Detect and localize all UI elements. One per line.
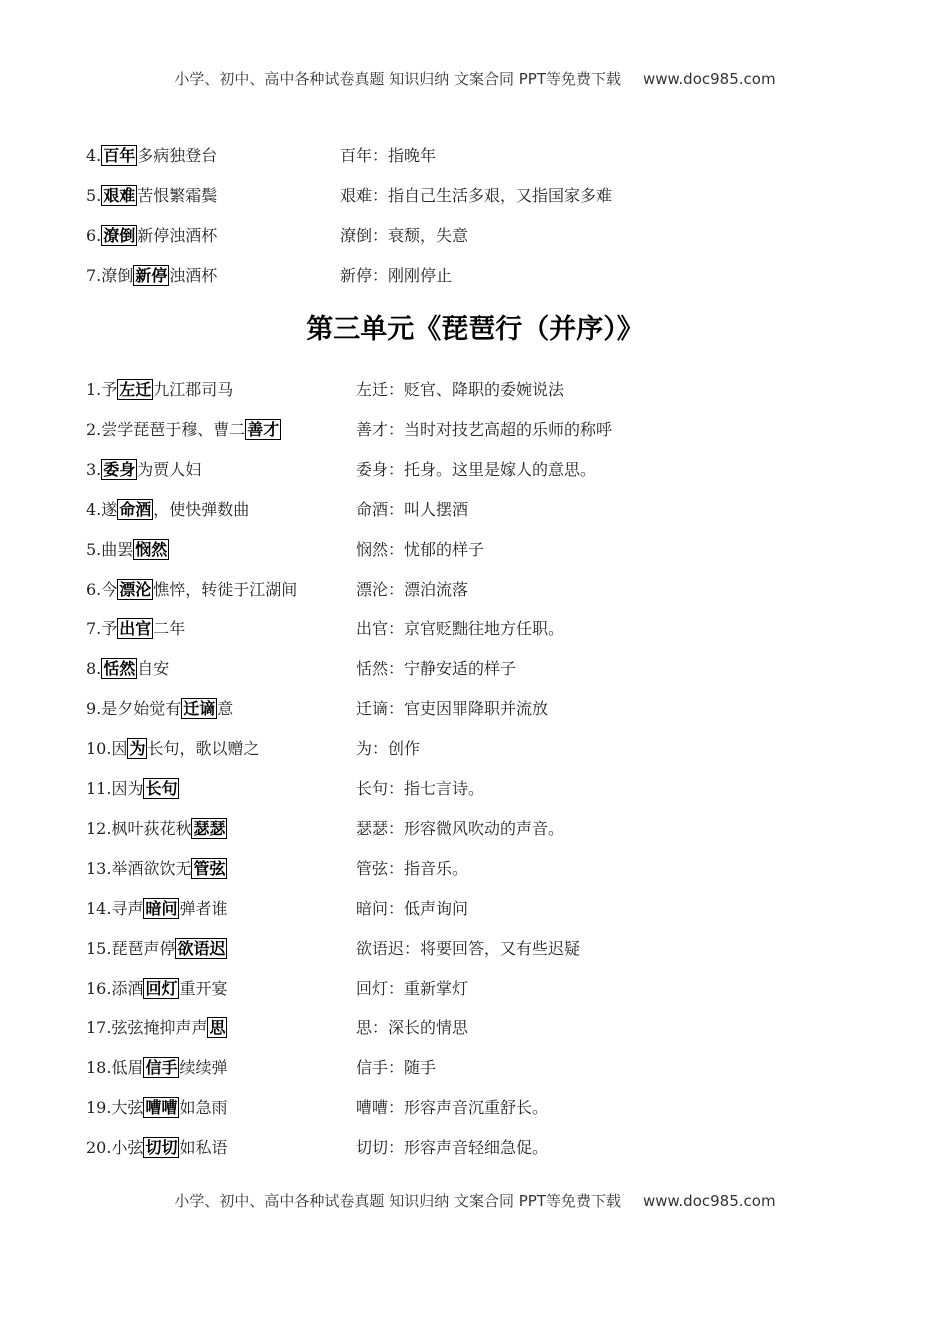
vocab-meaning: 出官：京官贬黜往地方任职。	[356, 619, 565, 639]
item-number: 2.	[86, 419, 102, 439]
vocab-term	[86, 777, 179, 801]
term-suffix: 续续弹	[179, 1058, 228, 1078]
item-number: 4.	[86, 146, 102, 165]
vocab-row	[86, 1016, 886, 1040]
keyword-box: 管弦	[193, 858, 226, 878]
vocab-term	[86, 697, 233, 721]
term-suffix: 如私语	[179, 1138, 228, 1158]
term-prefix: 是夕始觉有	[101, 699, 182, 719]
term-prefix: 因	[111, 739, 128, 759]
keyword-box: 思	[209, 1018, 226, 1038]
vocab-term	[86, 418, 281, 442]
vocab-term	[86, 737, 260, 761]
item-number: 11.	[86, 779, 112, 798]
page-header	[0, 68, 950, 89]
vocab-row	[86, 817, 886, 841]
keyword-box: 百年	[103, 146, 136, 165]
keyword-box: 艰难	[103, 186, 136, 205]
term-prefix: 添酒	[111, 978, 144, 998]
item-number: 14.	[86, 898, 112, 918]
vocab-meaning: 回灯：重新掌灯	[356, 978, 469, 998]
term-suffix: 如急雨	[179, 1098, 228, 1118]
vocab-term	[86, 498, 249, 522]
item-number: 6.	[86, 579, 102, 599]
item-number: 7.	[86, 619, 102, 639]
vocab-term	[86, 1136, 228, 1160]
keyword-box: 长句	[145, 779, 178, 798]
vocab-row	[86, 617, 886, 641]
term-prefix: 尝学琵琶于穆、曹二	[101, 419, 246, 439]
vocab-meaning: 迁谪：官吏因罪降职并流放	[356, 699, 549, 719]
vocab-meaning: 委身：托身。这里是嫁人的意思。	[356, 459, 597, 479]
keyword-box: 委身	[103, 459, 136, 479]
item-number: 19.	[86, 1098, 112, 1118]
vocab-row	[86, 458, 886, 482]
footer-url-link[interactable]: www.doc985.com	[642, 1192, 776, 1210]
keyword-box: 欲语迟	[177, 938, 226, 958]
vocab-term	[86, 538, 169, 562]
footer-text: 小学、初中、高中各种试卷真题 知识归纳 文案合同 PPT等免费下载	[174, 1192, 621, 1210]
vocab-term	[86, 657, 169, 681]
vocab-row	[86, 937, 886, 961]
unit-title: 第三单元《琵琶行（并序）》	[306, 314, 644, 345]
keyword-box: 左迁	[119, 380, 152, 399]
vocab-term	[86, 378, 233, 402]
keyword-box: 瑟瑟	[193, 818, 226, 838]
term-suffix: 多病独登台	[137, 146, 218, 165]
term-suffix: 苦恨繁霜鬓	[137, 186, 218, 205]
vocab-row	[86, 538, 886, 562]
header-text: 小学、初中、高中各种试卷真题 知识归纳 文案合同 PPT等免费下载	[174, 70, 621, 88]
vocab-meaning: 百年：指晚年	[340, 146, 437, 165]
item-number: 7.	[86, 266, 102, 285]
vocab-row	[86, 857, 886, 881]
vocab-row	[86, 498, 886, 522]
item-number: 5.	[86, 186, 102, 205]
vocab-term	[86, 937, 227, 961]
vocab-row	[86, 418, 886, 442]
term-prefix: 枫叶荻花秋	[111, 818, 192, 838]
vocab-row	[86, 777, 886, 801]
term-suffix: 浊酒杯	[169, 266, 218, 285]
keyword-box: 漂沦	[119, 579, 152, 599]
keyword-box: 暗问	[145, 898, 178, 918]
vocab-term	[86, 977, 228, 1001]
vocab-meaning: 信手：随手	[356, 1058, 437, 1078]
term-prefix: 小弦	[111, 1138, 144, 1158]
term-prefix: 因为	[111, 779, 144, 798]
vocab-row	[86, 578, 886, 602]
keyword-box: 回灯	[145, 978, 178, 998]
term-suffix: 新停浊酒杯	[137, 226, 218, 245]
keyword-box: 嘈嘈	[145, 1098, 178, 1118]
keyword-box: 恬然	[103, 659, 136, 679]
vocab-term	[86, 857, 227, 881]
vocab-meaning: 思：深长的情思	[356, 1018, 469, 1038]
term-suffix: 弹者谁	[179, 898, 228, 918]
vocab-meaning: 漂沦：漂泊流落	[356, 579, 469, 599]
term-prefix: 琵琶声停	[111, 938, 176, 958]
vocab-meaning: 新停：刚刚停止	[340, 266, 453, 285]
vocab-meaning: 嘈嘈：形容声音沉重舒长。	[356, 1098, 549, 1118]
keyword-box: 为	[129, 739, 146, 759]
keyword-box: 迁谪	[183, 699, 216, 719]
vocab-meaning: 潦倒：衰颓，失意	[340, 226, 469, 245]
term-suffix: 重开宴	[179, 978, 228, 998]
item-number: 12.	[86, 818, 112, 838]
item-number: 1.	[86, 380, 102, 399]
vocab-term	[86, 144, 217, 168]
term-suffix: ，使快弹数曲	[153, 499, 250, 519]
vocab-row	[86, 697, 886, 721]
keyword-box: 潦倒	[103, 226, 136, 245]
term-suffix: 意	[217, 699, 234, 719]
vocab-row	[86, 1096, 886, 1120]
item-number: 17.	[86, 1018, 112, 1038]
vocab-term	[86, 184, 217, 208]
vocab-meaning: 长句：指七言诗。	[356, 779, 485, 798]
page-footer	[0, 1190, 950, 1211]
keyword-box: 信手	[145, 1058, 178, 1078]
item-number: 13.	[86, 858, 112, 878]
keyword-box: 悯然	[135, 539, 168, 559]
vocab-meaning: 切切：形容声音轻细急促。	[356, 1138, 549, 1158]
vocab-term	[86, 617, 185, 641]
vocab-meaning: 管弦：指音乐。	[356, 858, 469, 878]
vocab-term	[86, 897, 228, 921]
keyword-box: 切切	[145, 1138, 178, 1158]
term-prefix: 予	[101, 380, 118, 399]
vocab-meaning: 善才：当时对技艺高超的乐师的称呼	[356, 419, 613, 439]
term-prefix: 曲罢	[101, 539, 134, 559]
vocab-meaning: 左迁：贬官、降职的委婉说法	[356, 380, 565, 399]
item-number: 16.	[86, 978, 112, 998]
term-suffix: 二年	[153, 619, 186, 639]
vocab-term	[86, 1056, 228, 1080]
vocab-row	[86, 897, 886, 921]
vocab-row	[86, 1136, 886, 1160]
vocab-row	[86, 144, 886, 168]
vocab-meaning: 暗问：低声询问	[356, 898, 469, 918]
vocab-term	[86, 817, 227, 841]
term-suffix: 九江郡司马	[153, 380, 234, 399]
vocab-row	[86, 184, 886, 208]
vocab-meaning: 瑟瑟：形容微风吹动的声音。	[356, 818, 565, 838]
term-prefix: 寻声	[111, 898, 144, 918]
keyword-box: 命酒	[119, 499, 152, 519]
term-prefix: 大弦	[111, 1098, 144, 1118]
vocab-meaning: 艰难：指自己生活多艰，又指国家多难	[340, 186, 613, 205]
term-prefix: 低眉	[111, 1058, 144, 1078]
vocab-row	[86, 737, 886, 761]
keyword-box: 出官	[119, 619, 152, 639]
term-suffix: 长句，歌以赠之	[147, 739, 260, 759]
keyword-box: 善才	[247, 419, 280, 439]
item-number: 4.	[86, 499, 102, 519]
vocab-meaning: 欲语迟：将要回答，又有些迟疑	[356, 938, 581, 958]
vocab-term	[86, 458, 201, 482]
term-prefix: 予	[101, 619, 118, 639]
item-number: 15.	[86, 938, 112, 958]
vocab-term	[86, 578, 297, 602]
item-number: 18.	[86, 1058, 112, 1078]
item-number: 10.	[86, 739, 112, 759]
vocab-meaning: 命酒：叫人摆酒	[356, 499, 469, 519]
vocab-row	[86, 657, 886, 681]
vocab-term	[86, 224, 217, 248]
vocab-meaning: 悯然：忧郁的样子	[356, 539, 485, 559]
vocab-meaning: 恬然：宁静安适的样子	[356, 659, 517, 679]
item-number: 8.	[86, 659, 102, 679]
vocab-row	[86, 378, 886, 402]
vocab-term	[86, 264, 217, 288]
vocab-term	[86, 1096, 228, 1120]
term-suffix: 为贾人妇	[137, 459, 202, 479]
vocab-row	[86, 1056, 886, 1080]
keyword-box: 新停	[135, 266, 168, 285]
item-number: 3.	[86, 459, 102, 479]
item-number: 9.	[86, 699, 102, 719]
term-suffix: 自安	[137, 659, 170, 679]
item-number: 20.	[86, 1138, 112, 1158]
term-suffix: 憔悴，转徙于江湖间	[153, 579, 298, 599]
vocab-meaning: 为：创作	[356, 739, 421, 759]
vocab-term	[86, 1016, 227, 1040]
item-number: 6.	[86, 226, 102, 245]
term-prefix: 遂	[101, 499, 118, 519]
item-number: 5.	[86, 539, 102, 559]
term-prefix: 今	[101, 579, 118, 599]
vocab-row	[86, 224, 886, 248]
term-prefix: 潦倒	[101, 266, 134, 285]
vocab-row	[86, 264, 886, 288]
vocab-row	[86, 977, 886, 1001]
term-prefix: 举酒欲饮无	[111, 858, 192, 878]
term-prefix: 弦弦掩抑声声	[111, 1018, 208, 1038]
header-url-link[interactable]: www.doc985.com	[642, 70, 776, 88]
